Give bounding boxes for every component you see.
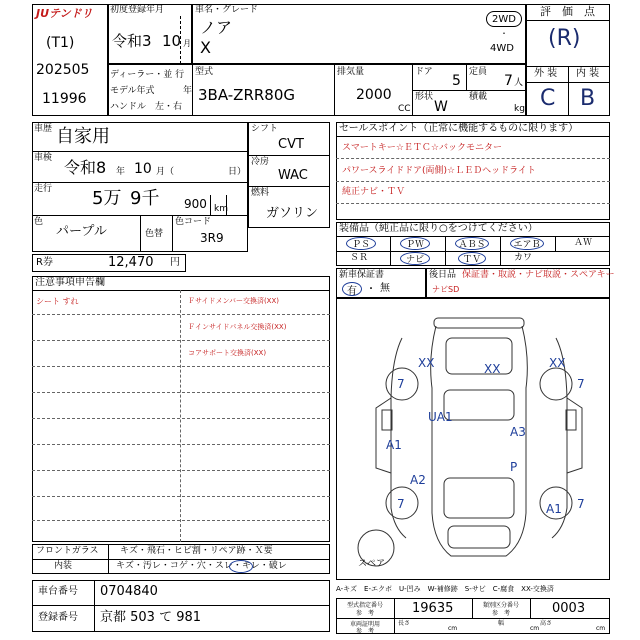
damage-xx-center: XX: [484, 362, 501, 376]
logo: JUテンドリ: [36, 7, 93, 20]
reg-unit-1: cm: [448, 625, 458, 632]
int-grade: B: [580, 86, 596, 111]
divider: [32, 520, 330, 521]
divider: [336, 158, 610, 159]
mileage-rest: 900: [184, 197, 207, 211]
inspection-day: 日）: [228, 167, 247, 177]
damage-a2: A2: [410, 473, 426, 487]
warranty-label: 新車保証書: [339, 270, 385, 280]
ext-grade: C: [540, 86, 556, 111]
cc-unit: CC: [398, 104, 411, 114]
front-glass-label: フロントガラス: [36, 546, 99, 556]
sales-point-2: パワースライドドア(両側)☆ＬＥＤヘッドライト: [342, 166, 536, 176]
divider: [32, 366, 330, 367]
warranty-sep: ・: [366, 284, 376, 295]
divider: [336, 203, 610, 204]
divider: [180, 16, 181, 64]
reg-first-label: 初度登録年月: [110, 5, 165, 15]
displacement-label: 排気量: [337, 67, 365, 77]
damage-xx-left: XX: [418, 356, 435, 370]
spare-label: スペア: [358, 559, 386, 569]
damage-7-fl: 7: [397, 377, 405, 391]
recycle-value: 12,470: [108, 255, 154, 270]
category-label2: 参 考: [491, 610, 510, 617]
damage-legend: A-キズ E-エクボ U-凹み W-補修跡 S-サビ C-腐食 XX-交換済: [336, 585, 554, 593]
ext-label: 外 装: [534, 68, 558, 79]
interior-label: 内装: [54, 561, 73, 571]
divider: [32, 559, 330, 560]
interior-sure-circle: [229, 560, 253, 573]
sales-points-label: セールスポイント（正常に機能するものに限ります）: [339, 123, 579, 134]
extras-value: 保証書・取説・ナビ取説・スペアキー: [462, 270, 615, 280]
divider: [32, 290, 330, 291]
divider: [394, 598, 395, 634]
extras-sub: ナビSD: [432, 285, 460, 294]
warranty-yes: 有: [342, 282, 362, 296]
mileage-sen: 9千: [130, 188, 160, 209]
drive-dot: ・: [500, 29, 508, 38]
equipment-label: 装備品（純正品に限り○をつけてください）: [339, 223, 538, 234]
equip-aw: ＡＷ: [574, 238, 593, 248]
divider: [526, 20, 610, 21]
notes-box: [32, 276, 330, 542]
year-label: 年: [183, 86, 193, 96]
damage-xx-right: XX: [549, 356, 566, 370]
divider: [94, 580, 95, 632]
divider: [568, 66, 569, 116]
car-diagram: [336, 298, 610, 580]
fuel-value: ガソリン: [266, 206, 319, 221]
divider: [555, 236, 556, 251]
divider: [248, 186, 330, 187]
plate-value: 京都 503 て 981: [100, 610, 202, 625]
color-exchange-label: 色替: [145, 229, 164, 239]
handle-label: ハンドル 左・右: [110, 102, 183, 112]
category-label: 類別区分番号: [482, 602, 519, 609]
divider: [32, 470, 330, 471]
displacement: 2000: [356, 87, 392, 103]
note-right-3: コアサポート交換済(XX): [188, 349, 267, 357]
equip-navi: ナビ: [400, 252, 430, 265]
extras-label: 後日品: [429, 270, 457, 280]
divider: [32, 392, 330, 393]
lot-prefix: (T1): [46, 35, 75, 51]
model-label: 型式: [195, 67, 214, 77]
rating-value: (R): [548, 26, 581, 51]
recycle-unit: 円: [170, 257, 180, 268]
lot-number: 11996: [42, 91, 87, 107]
model: 3BA-ZRR80G: [198, 86, 296, 104]
color-label: 色: [34, 217, 44, 227]
divider: [32, 444, 330, 445]
usage-label: 車歴: [34, 124, 53, 134]
note-left-1: シート すれ: [36, 297, 79, 306]
divider: [226, 195, 227, 215]
divider: [172, 215, 173, 252]
car-name: ノア: [200, 18, 233, 37]
color-code-label: 色コード: [175, 217, 212, 227]
grade: X: [200, 38, 211, 57]
divider: [210, 195, 211, 215]
usage-value: 自家用: [56, 126, 110, 147]
door-label: ドア: [415, 67, 433, 77]
divider: [336, 136, 610, 137]
rating-label: 評 価 点: [540, 5, 595, 18]
reg-first-month-suffix: 月: [183, 39, 191, 48]
divider: [466, 64, 467, 90]
model-cert-value: 19635: [412, 601, 454, 616]
sales-point-3: 純正ナビ・ＴＶ: [342, 187, 406, 197]
lot-date: 202505: [36, 62, 90, 78]
divider: [336, 181, 610, 182]
ac-label: 冷房: [251, 157, 270, 167]
damage-7-rr: 7: [577, 497, 585, 511]
inspection-nen: 年: [116, 167, 126, 177]
reg-cert-label: 車両証明用: [349, 621, 380, 628]
color-value: パープル: [56, 224, 107, 239]
divider: [32, 605, 330, 606]
inspection-month: 10: [134, 161, 152, 177]
mileage-label: 走行: [34, 184, 53, 194]
chassis-label: 車台番号: [38, 586, 78, 597]
fuel-label: 燃料: [251, 188, 270, 198]
damage-ua1: UA1: [428, 410, 453, 424]
equip-ps: ＰＳ: [346, 237, 376, 250]
reg-width-label: 幅: [498, 620, 505, 627]
sales-point-1: スマートキー☆ＥＴＣ☆バックモニター: [342, 143, 502, 153]
plate-label: 登録番号: [38, 612, 78, 623]
category-value: 0003: [552, 601, 586, 616]
mileage-man: 5万: [92, 188, 122, 209]
model-year-label: モデル年式: [110, 86, 155, 96]
divider: [526, 82, 610, 83]
capacity-label: 定員: [469, 67, 488, 77]
shift-value: CVT: [278, 137, 304, 152]
shift-label: シフト: [251, 124, 279, 134]
divider: [180, 290, 181, 542]
equip-tv: ＴＶ: [458, 252, 486, 265]
inspection-era: 令和8: [64, 158, 107, 177]
damage-7-fr: 7: [577, 377, 585, 391]
equip-pw: ＰＷ: [400, 237, 430, 250]
divider: [412, 90, 526, 91]
front-glass-value: キズ・飛石・ヒビ割・リペア跡・Ｘ要: [120, 546, 273, 556]
divider: [32, 496, 330, 497]
shape-label: 形状: [415, 92, 434, 102]
kg-unit: kg: [514, 104, 525, 114]
divider: [390, 236, 391, 266]
dealer-label: ディーラー・並 行: [110, 70, 185, 80]
reg-first-month: 10: [162, 32, 182, 50]
reg-unit-2: cm: [530, 625, 540, 632]
reg-cert-label2: 参 考: [355, 628, 374, 635]
inspection-gatsu: 月（: [156, 167, 175, 177]
divider: [445, 236, 446, 266]
damage-p: P: [510, 460, 518, 474]
capacity: 7: [504, 73, 513, 89]
drive-4wd: 4WD: [490, 43, 514, 54]
damage-7-rl: 7: [397, 497, 405, 511]
ac-value: WAC: [278, 168, 308, 183]
int-label: 内 装: [576, 68, 600, 79]
reg-first-era: 令和3: [112, 32, 152, 50]
chassis-value: 0704840: [100, 584, 158, 599]
divider: [32, 340, 330, 341]
divider: [108, 544, 109, 574]
interior-value: キズ・汚レ・コゲ・穴・スレ・キレ・破レ: [116, 561, 287, 571]
divider: [140, 215, 141, 252]
equip-leather: カワ: [514, 253, 533, 263]
reg-unit-3: cm: [596, 625, 606, 632]
drive-2wd: 2WD: [486, 11, 522, 27]
reg-length-label: 長さ: [398, 620, 411, 627]
divider: [32, 314, 330, 315]
equip-airbag: エアＢ: [510, 237, 544, 250]
divider: [32, 182, 248, 183]
equip-abs: ＡＢＳ: [455, 237, 489, 250]
damage-a1-left: A1: [386, 438, 402, 452]
notes-label: 注意事項申告欄: [35, 277, 105, 288]
divider: [472, 598, 473, 618]
mileage-unit: km: [214, 204, 228, 214]
divider: [500, 236, 501, 266]
car-name-label: 車名・グレード: [195, 5, 259, 15]
recycle-label: R券: [36, 257, 53, 268]
capacity-unit: 人: [514, 78, 524, 88]
divider: [334, 64, 335, 116]
doors: 5: [452, 73, 461, 89]
reg-height-label: 高さ: [540, 620, 553, 627]
model-cert-label2: 参 考: [355, 610, 374, 617]
divider: [192, 64, 193, 116]
divider: [530, 598, 531, 618]
note-right-2: Ｆインサイドパネル交換済(XX): [188, 323, 287, 331]
warranty-no: 無: [380, 283, 390, 294]
load-label: 積載: [469, 92, 488, 102]
equip-sr: ＳＲ: [350, 253, 369, 263]
color-code: 3R9: [200, 231, 224, 245]
model-cert-label: 型式指定番号: [346, 602, 383, 609]
note-right-1: Ｆサイドメンバー交換済(XX): [188, 297, 280, 305]
divider: [248, 155, 330, 156]
damage-a1-right: A1: [546, 502, 562, 516]
shape: W: [434, 99, 448, 115]
divider: [32, 151, 248, 152]
inspection-label: 車検: [34, 153, 53, 163]
damage-a3: A3: [510, 425, 526, 439]
divider: [32, 418, 330, 419]
